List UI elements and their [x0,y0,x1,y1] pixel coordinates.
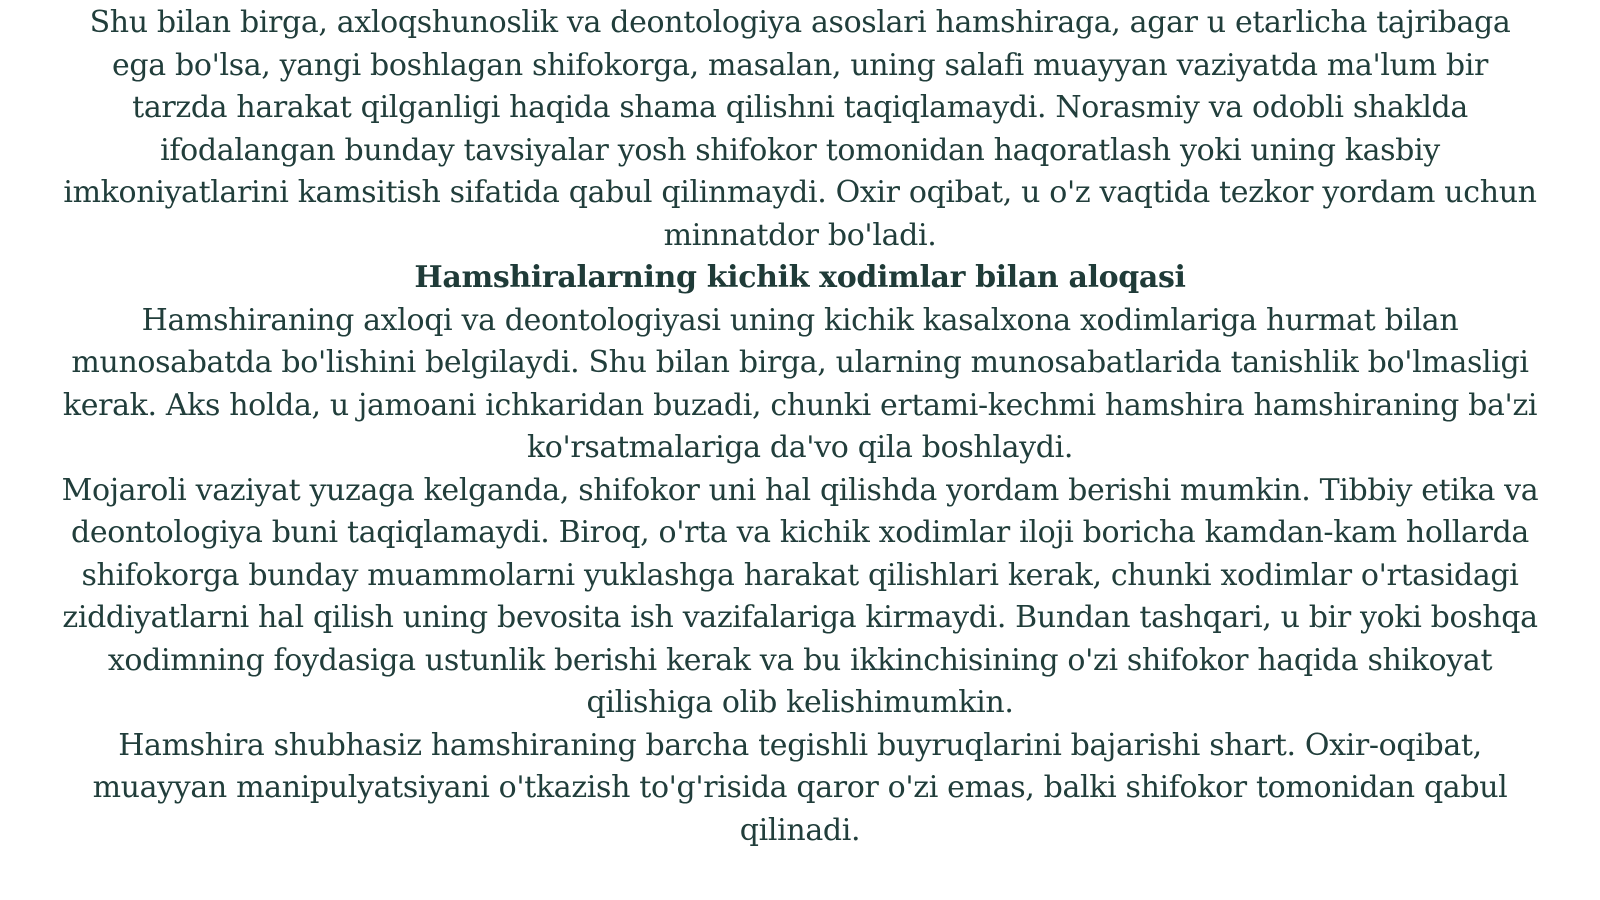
paragraph-orders: Hamshira shubhasiz hamshiraning barcha tegishli buyruqlarini bajarishi shart. Oxir-oqibat, muayyan manipulyatsiyani o'tkazish to'g'risida qaror o'zi emas, balki shifokor tomonidan qabul qilinadi. [92,727,1508,848]
paragraph-ethics: Hamshiraning axloqi va deontologiyasi uning kichik kasalxona xodimlariga hurmat bilan munosabatda bo'lishini belgilaydi. Shu bilan birga, ularning munosabatlarida tanishlik bo'lmasligi kerak. Aks holda, u jamoani ichkaridan buzadi, chunki ertami-kechmi hamshira hamshiraning ba'zi ko'rsatmalariga da'vo qila boshlaydi. [62,302,1538,465]
section-heading: Hamshiralarning kichik xodimlar bilan aloqasi [414,260,1186,295]
paragraph-conflict: Mojaroli vaziyat yuzaga kelganda, shifokor uni hal qilishda yordam berishi mumkin. Tibbiy etika va deontologiya buni taqiqlamaydi. Biroq, o'rta va kichik xodimlar iloji boricha kamdan-kam hollarda shifokorga bunday muammolarni yuklashga harakat qilishlari kerak, chunki xodimlar o'rtasidagi ziddiyatlarni hal qilish uning bevosita ish vazifalariga kirmaydi. Bundan tashqari, u bir yoki boshqa xodimning foydasiga ustunlik berishi kerak va bu ikkinchisining o'zi shifokor haqida shikoyat qilishiga olib kelishimumkin. [61,472,1539,720]
paragraph-intro: Shu bilan birga, axloqshunoslik va deontologiya asoslari hamshiraga, agar u etarlicha tajribaga ega bo'lsa, yangi boshlagan shifokorga, masalan, uning salafi muayyan vaziyatda ma'lum bir tarzda harakat qilganligi haqida shama qilishni taqiqlamaydi. Norasmiy va odobli shaklda ifodalangan bunday tavsiyalar yosh shifokor tomonidan haqoratlash yoki uning kasbiy imkoniyatlarini kamsitish sifatida qabul qilinmaydi. Oxir oqibat, u o'z vaqtida tezkor yordam uchun minnatdor bo'ladi. [63,5,1537,253]
